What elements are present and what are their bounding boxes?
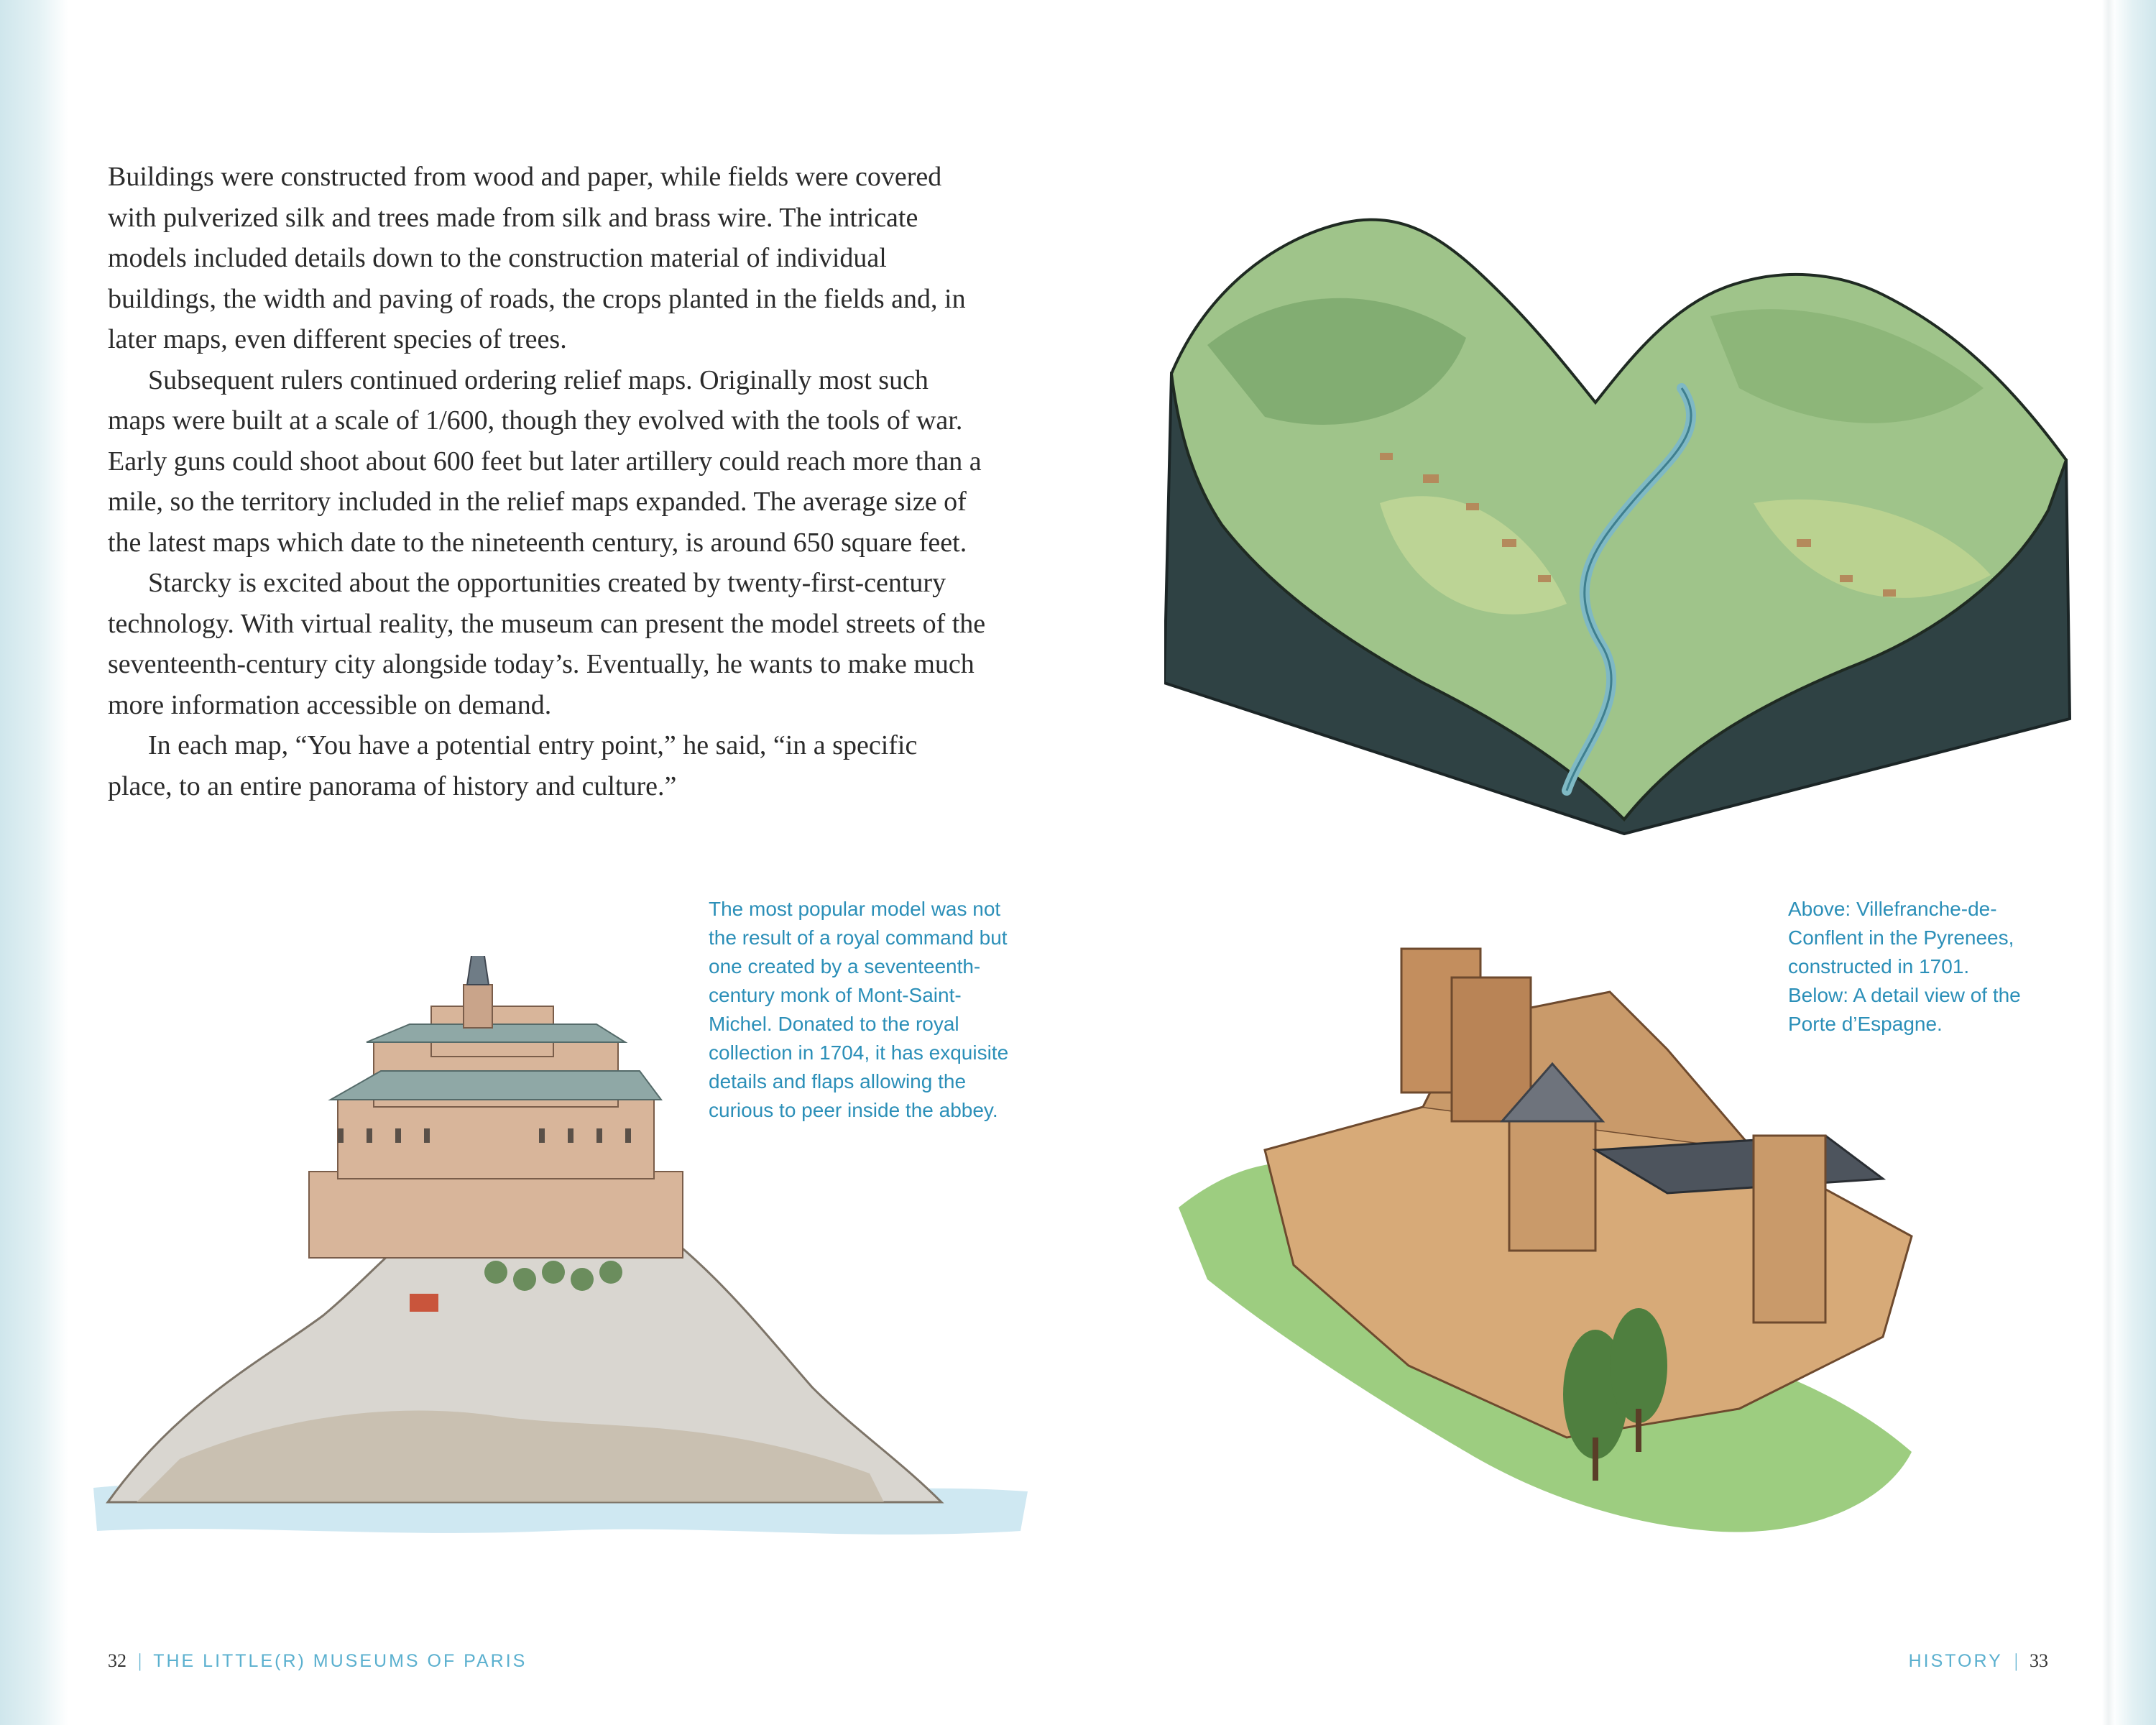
page-gutter [2102,0,2115,1725]
caption-villefranche [1788,895,2061,1039]
caption-below: Below: A detail view of the Porte d’Espagne. [1788,984,2021,1035]
running-head-left: THE LITTLE(R) MUSEUMS OF PARIS [153,1651,528,1671]
abbey-spire [467,956,489,985]
footer-divider-left: | [138,1650,142,1671]
body-paragraph-1: Buildings were constructed from wood and paper, while fields were covered with pulverized silk and trees made from silk and brass wire. The intricate models included details down to the construction material of individual buildings, the width and paving of roads, the crops planted in the fields and, in later maps, even different species of trees. [108,162,966,354]
footer-right [1909,1650,2048,1672]
body-paragraph-3: Starcky is excited about the opportunities created by twenty-first-century technology. With virtual reality, the museum can present the model streets of the seventeenth-century city alongside today’s. Eventually, he wants to make much more information accessible on demand. [108,568,986,720]
page-edge-left [0,0,68,1725]
body-paragraph-4: In each map, “You have a potential entry point,” he said, “in a specific place, to an entire panorama of history and culture.” [108,730,918,801]
page-edge-right [2113,0,2156,1725]
relief-map-illustration [1164,201,2084,848]
running-head-right: HISTORY [1908,1651,2003,1671]
caption-mont-saint-michel: The most popular model was not the result of a royal command but one created by a seventeenth-century monk of Mont-Saint-Michel. Donated to the royal collection in 1704, it has exquisite details and flaps allowing the curious to peer inside the abbey. [709,898,1009,1121]
footer-left [108,1650,527,1672]
caption-above: Above: Villefranche-de-Conflent in the Pyrenees, constructed in 1701. [1788,898,2014,978]
footer-divider-right: | [2014,1650,2018,1671]
body-paragraph-2: Subsequent rulers continued ordering relief maps. Originally most such maps were built at a scale of 1/600, though they evolved with the tools of war. Early guns could shoot about 600 feet but later artillery could reach more than a mile, so the territory included in the relief maps expanded. The average size of the latest maps which date to the nineteenth century, is around 650 square feet. [108,364,982,558]
page-number-left: 32 [108,1650,126,1671]
body-text [108,157,988,806]
page-number-right: 33 [2030,1650,2048,1671]
